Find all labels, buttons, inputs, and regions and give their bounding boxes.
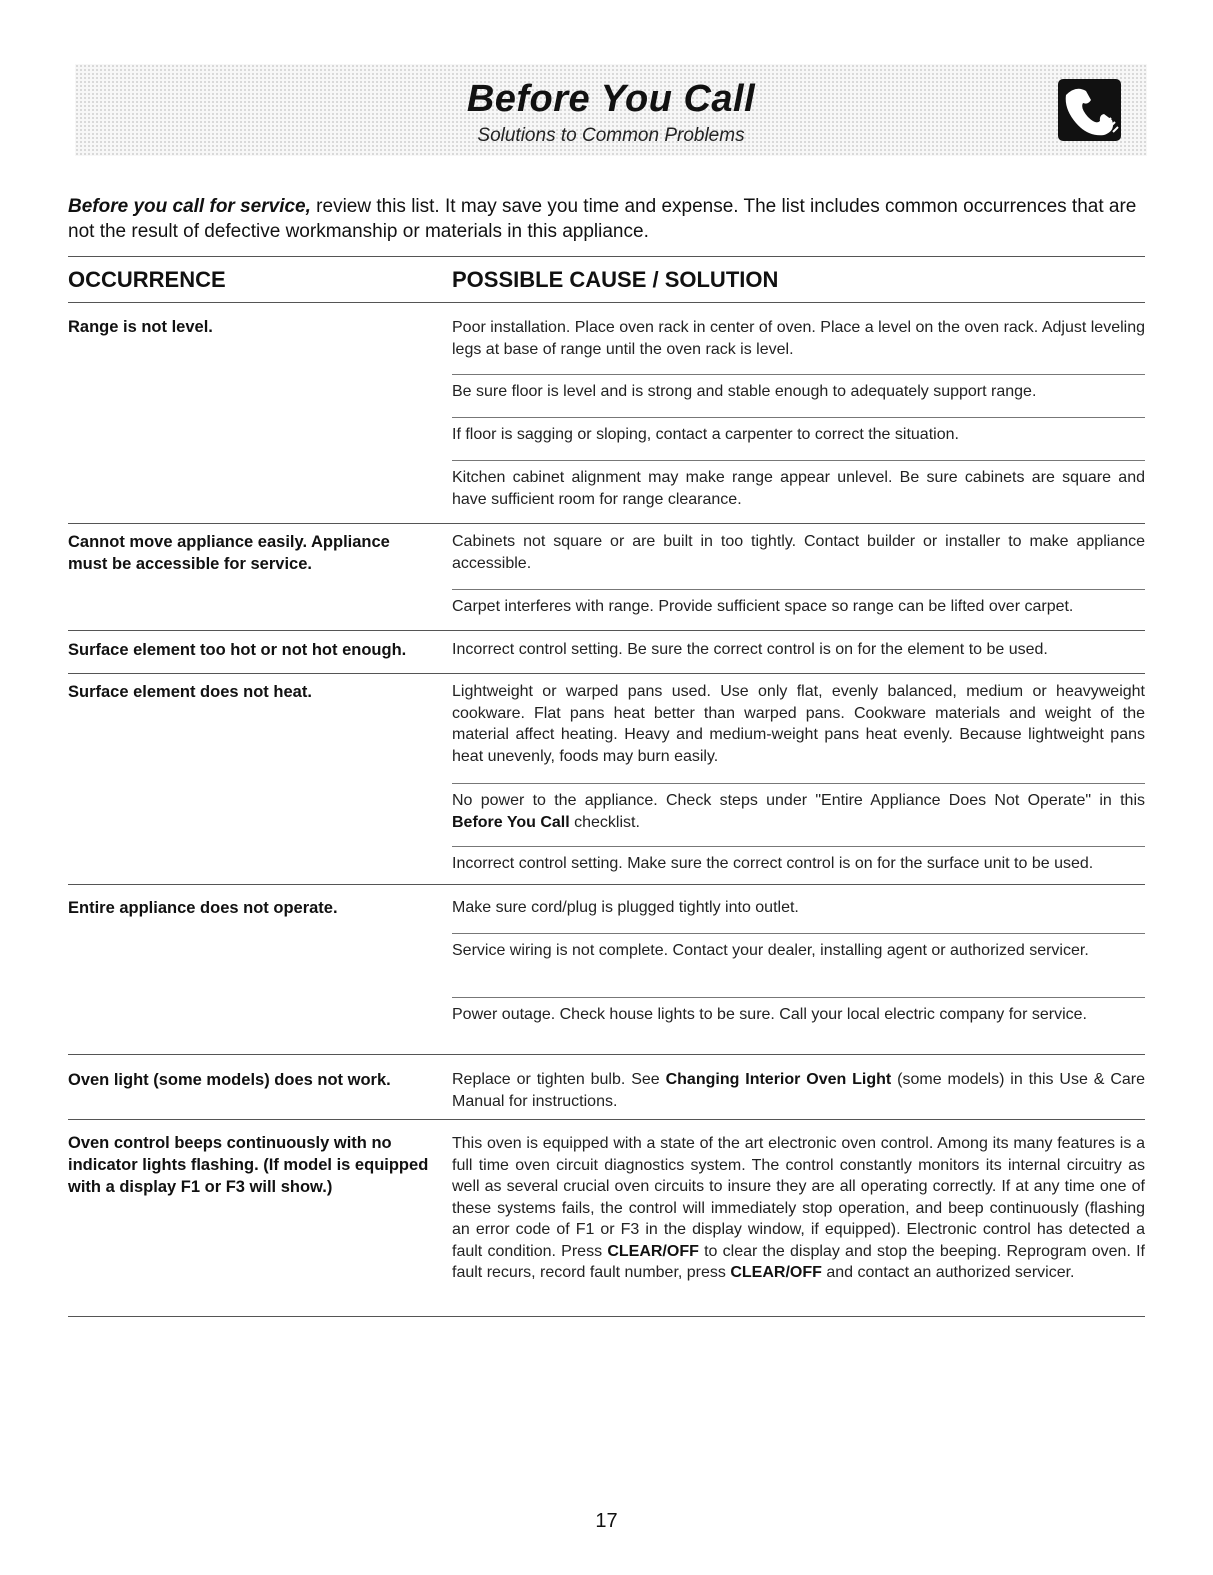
occurrence-surface-element-temperature: Surface element too hot or not hot enough. [68,641,407,659]
divider [452,460,1145,461]
phone-icon [1058,79,1121,141]
header-banner [75,64,1147,156]
divider [452,589,1145,590]
divider [68,302,1145,303]
divider [452,846,1145,847]
solution-item: Service wiring is not complete. Contact your dealer, installing agent or authorized servicer. [452,942,1089,959]
solution-item: This oven is equipped with a state of the art electronic oven control. Among its many features is a full time oven circuit diagnostics system. The control constantly monitors its internal circuitry as well as several crucial oven circuits to insure they are all operating correctly. If at any time one of these systems fails, the control will immediately stop operation, and beep continuously (flashing an error code of F1 or F3 in the display window, if equipped). Electronic control has detected a fault condition. Press CLEAR/OFF to clear the display and stop the beeping. Reprogram oven. If fault recurs, record fault number, press CLEAR/OFF and contact an authorized servicer. [452,1135,1146,1281]
solution-item: Carpet interferes with range. Provide sufficient space so range can be lifted over carpet. [452,598,1074,615]
occurrence-surface-element-no-heat: Surface element does not heat. [68,683,312,701]
divider [452,374,1145,375]
solution-item: Power outage. Check house lights to be sure. Call your local electric company for service. [452,1006,1087,1023]
divider [68,673,1145,674]
solution-item: Incorrect control setting. Be sure the correct control is on for the element to be used. [452,641,1048,658]
solution-item: Poor installation. Place oven rack in center of oven. Place a level on the oven rack. Adjust leveling legs at base of range until the oven rack is level. [452,319,1145,358]
page-subtitle: Solutions to Common Problems [477,125,745,146]
occurrence-entire-appliance: Entire appliance does not operate. [68,899,338,917]
divider [452,933,1145,934]
page-title: Before You Call [466,78,756,120]
solution-item: If floor is sagging or sloping, contact a carpenter to correct the situation. [452,426,959,443]
column-header-occurrence: OCCURRENCE [68,267,226,292]
occurrence-cannot-move-appliance: Cannot move appliance easily. Appliance must be accessible for service. [68,533,390,573]
divider [68,1316,1145,1317]
divider [68,256,1145,257]
solution-item: Kitchen cabinet alignment may make range appear unlevel. Be sure cabinets are square and have sufficient room for range clearance. [452,469,1145,508]
solution-item: No power to the appliance. Check steps under "Entire Appliance Does Not Operate" in this Before You Call checklist. [452,792,1145,831]
intro-paragraph [68,194,1148,244]
intro-text: review this list. It may save you time and expense. The list includes common occurrences that are not the result of defective workmanship or materials in this appliance. [68,196,1137,242]
divider [452,417,1145,418]
occurrence-oven-control-beeps: Oven control beeps continuously with no indicator lights flashing. (If model is equipped with a display F1 or F3 will show.) [68,1134,429,1196]
divider [68,523,1145,524]
divider [452,997,1145,998]
intro-lead: Before you call for service, [68,196,311,217]
divider [452,783,1145,784]
solution-item: Lightweight or warped pans used. Use only flat, evenly balanced, medium or heavyweight cookware. Flat pans heat better than warped pans. Cookware materials and weight of the material affect heating. Heavy and medium-weight pans heat evenly. Because lightweight pans heat unevenly, foods may burn easily. [452,683,1145,765]
divider [68,1054,1145,1055]
solution-item: Cabinets not square or are built in too tightly. Contact builder or installer to make appliance accessible. [452,533,1145,572]
solution-item: Be sure floor is level and is strong and stable enough to adequately support range. [452,383,1037,400]
occurrence-oven-light: Oven light (some models) does not work. [68,1071,391,1089]
divider [68,630,1145,631]
divider [68,884,1145,885]
solution-item: Make sure cord/plug is plugged tightly into outlet. [452,899,799,916]
page-number: 17 [595,1510,618,1532]
divider [68,1119,1145,1120]
column-header-solution: POSSIBLE CAUSE / SOLUTION [452,267,779,292]
solution-item: Replace or tighten bulb. See Changing Interior Oven Light (some models) in this Use & Care Manual for instructions. [452,1071,1146,1110]
solution-item: Incorrect control setting. Make sure the correct control is on for the surface unit to be used. [452,855,1094,872]
occurrence-range-not-level: Range is not level. [68,318,213,336]
